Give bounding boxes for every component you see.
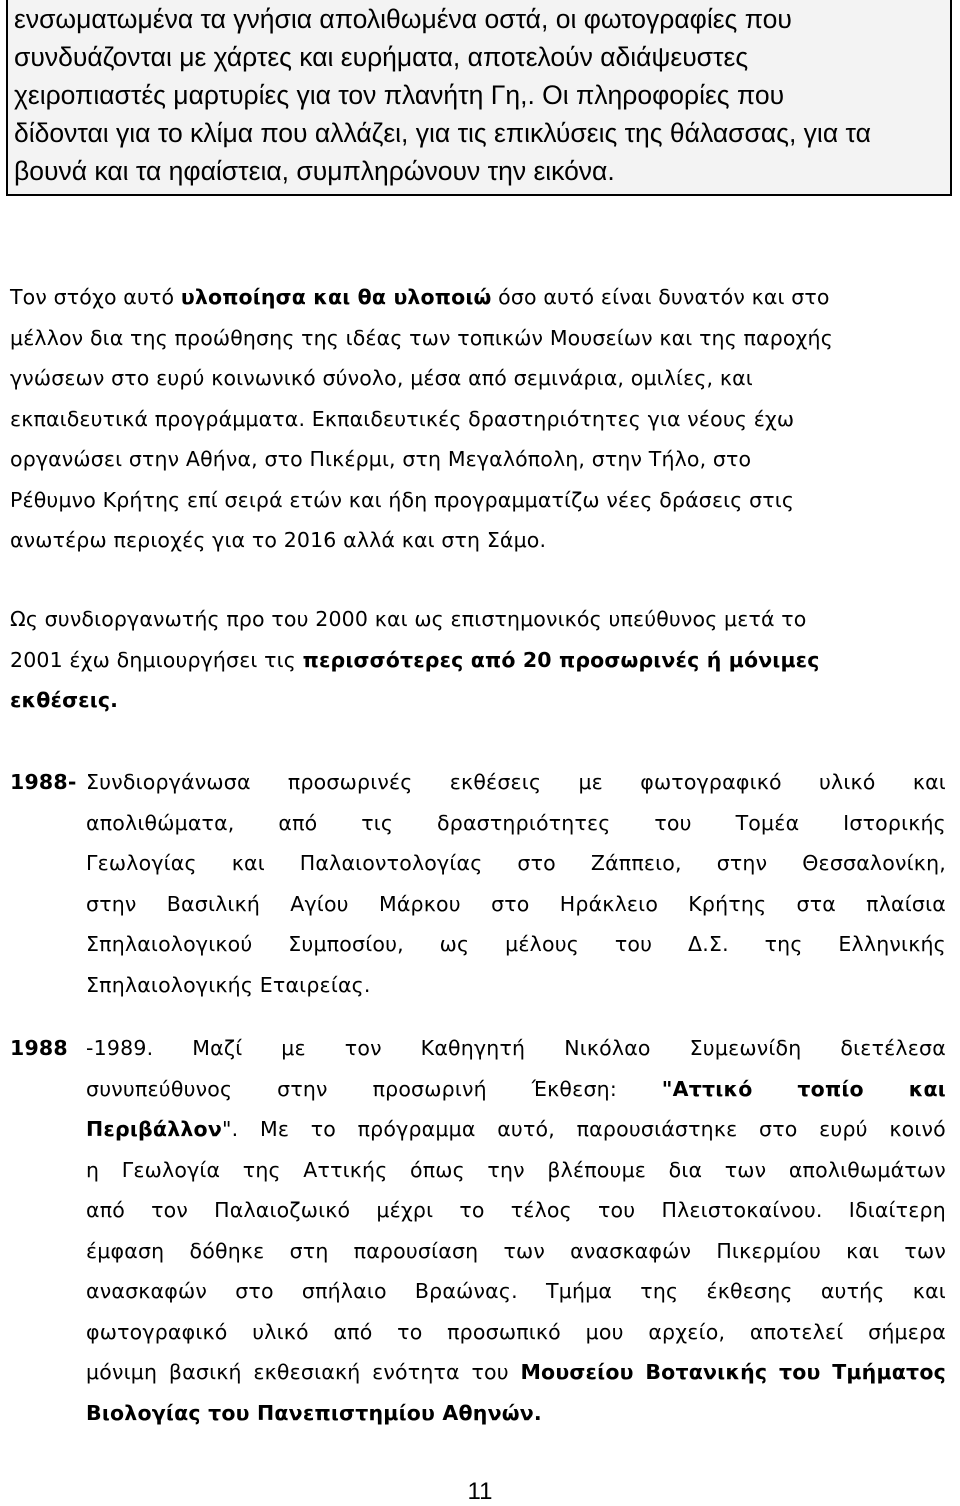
entry-line xyxy=(86,1231,946,1272)
word: τέλος xyxy=(510,1198,572,1222)
word: αυτής xyxy=(820,1279,885,1303)
word: Γεωλογίας xyxy=(86,851,197,875)
word: Θεσσαλονίκη, xyxy=(802,851,946,875)
word: των xyxy=(503,1238,546,1263)
paragraph-line: εκπαιδευτικά προγράμματα. Εκπαιδευτικές δραστηριότητες για νέους έχω xyxy=(10,406,795,431)
paragraph-line: οργανώσει στην Αθήνα, στο Πικέρμι, στη Μεγαλόπολη, στην Τήλο, στο xyxy=(10,447,752,471)
word: Συνδιοργάνωσα xyxy=(86,770,251,794)
word: αποτελεί xyxy=(749,1319,844,1344)
word: της xyxy=(764,932,803,956)
word: η xyxy=(86,1157,100,1182)
paragraph-line: μέλλον δια της προώθησης της ιδέας των τοπικών Μουσείων και της παροχής xyxy=(10,325,833,350)
word: Παλαιοντολογίας xyxy=(299,851,483,875)
word: της xyxy=(640,1279,679,1303)
word: στο xyxy=(235,1279,274,1303)
entry-line xyxy=(86,1271,946,1312)
word: την xyxy=(487,1157,525,1182)
word: παρουσιάστηκε xyxy=(576,1117,738,1141)
entry-line xyxy=(86,884,946,925)
word: με xyxy=(281,1036,306,1060)
word: όπως xyxy=(409,1157,465,1182)
word: φωτογραφικό xyxy=(640,770,782,794)
word: υλικό xyxy=(252,1319,309,1344)
box-line: δίδονται για το κλίμα που αλλάζει, για τις επικλύσεις της θάλασσας, για τα xyxy=(14,118,871,148)
page-number: 11 xyxy=(467,1478,493,1505)
word: Αττικής xyxy=(303,1157,388,1182)
word: -1989. xyxy=(86,1036,154,1060)
word: Με xyxy=(259,1117,290,1141)
word: Σπηλαιολογικού xyxy=(86,932,253,956)
word: σήμερα xyxy=(868,1319,946,1344)
word: των xyxy=(904,1238,946,1263)
word: προσωπικό xyxy=(447,1319,561,1344)
word: βασική xyxy=(168,1360,242,1384)
word: μέχρι xyxy=(376,1198,434,1222)
word: έμφαση xyxy=(86,1238,165,1263)
text-run: 2001 έχω δημιουργήσει τις xyxy=(10,647,303,672)
word: πλαίσια xyxy=(866,891,946,916)
word: το xyxy=(459,1198,485,1222)
word: τον xyxy=(151,1198,189,1222)
entry-line xyxy=(86,965,946,1006)
entry-line xyxy=(86,1069,946,1110)
bold-word: τοπίο xyxy=(797,1076,864,1101)
paragraph-line xyxy=(10,640,944,681)
paragraph-line: γνώσεων στο ευρύ κοινωνικό σύνολο, μέσα από σεμινάρια, ομιλίες, και xyxy=(10,366,753,390)
word: δόθηκε xyxy=(189,1238,265,1263)
paragraph-line: Ως συνδιοργανωτής προ του 2000 και ως επιστημονικός υπεύθυνος μετά το xyxy=(10,607,807,631)
bold-word: Βοτανικής xyxy=(645,1360,768,1384)
word: στο xyxy=(491,891,530,916)
entry-line xyxy=(86,762,946,803)
word: της xyxy=(242,1157,281,1182)
bold-word: του xyxy=(778,1360,821,1384)
paragraph-exhibitions xyxy=(10,599,944,721)
word: παρουσίαση xyxy=(353,1238,479,1263)
entry-line xyxy=(86,1190,946,1231)
entry-1988-1989 xyxy=(10,1028,946,1433)
word: στη xyxy=(289,1238,329,1263)
entry-line xyxy=(86,924,946,965)
box-line: χειροπιαστές μαρτυρίες για τον πλανήτη Γη,. Οι πληροφορίες που xyxy=(14,80,785,110)
word: Συμεωνίδη xyxy=(689,1036,802,1060)
entry-line xyxy=(86,1150,946,1191)
word: υλικό xyxy=(819,770,876,794)
word: μου xyxy=(585,1319,624,1344)
word: των xyxy=(724,1157,767,1182)
word: από xyxy=(333,1319,373,1344)
word: Ηράκλειο xyxy=(559,891,659,916)
word: Τμήμα xyxy=(545,1279,613,1303)
word: στο xyxy=(759,1117,798,1141)
word: στο xyxy=(517,851,556,875)
word: και xyxy=(846,1238,880,1263)
word: δραστηριότητες xyxy=(437,810,611,835)
word: Πλειστοκαίνου. xyxy=(661,1198,823,1222)
word: το xyxy=(310,1117,337,1141)
entry-text xyxy=(86,1028,946,1433)
paragraph-goals xyxy=(10,277,944,561)
entry-1988 xyxy=(10,762,946,1005)
entry-line xyxy=(86,1109,946,1150)
word: με xyxy=(578,770,603,794)
entry-line xyxy=(86,803,946,844)
entry-line xyxy=(86,1312,946,1353)
word: Βραώνας. xyxy=(414,1279,518,1303)
word: κοινό xyxy=(889,1117,946,1141)
entry-line xyxy=(86,1393,946,1434)
bold-word: "Αττικό xyxy=(661,1076,753,1101)
word: απολιθώματα, xyxy=(86,810,235,835)
word: Καθηγητή xyxy=(420,1036,526,1060)
word: ευρύ xyxy=(819,1117,868,1141)
word: του xyxy=(471,1360,509,1384)
entry-year: 1988- xyxy=(10,770,77,794)
text-run: Τον στόχο αυτό xyxy=(10,285,181,309)
bold-word: Περιβάλλον xyxy=(86,1117,222,1141)
entry-line xyxy=(86,843,946,884)
word: Παλαιοζωικό xyxy=(214,1198,351,1222)
word: εκθέσεις xyxy=(449,770,542,794)
entry-text xyxy=(86,762,946,1005)
word: Συμποσίου, xyxy=(288,932,404,956)
text-run: όσο αυτό είναι δυνατόν και στο xyxy=(491,285,830,309)
word: Ιδιαίτερη xyxy=(848,1198,946,1222)
framed-text-box xyxy=(6,0,952,196)
paragraph-line xyxy=(10,680,944,721)
word: προσωρινή xyxy=(372,1076,487,1101)
word: Ελληνικής xyxy=(838,932,946,956)
word: Αγίου xyxy=(290,891,349,916)
word: προσωρινές xyxy=(287,770,413,794)
word: Πικερμίου xyxy=(716,1238,822,1263)
word: Μαζί xyxy=(192,1036,243,1060)
word: τις xyxy=(361,810,394,835)
word: Κρήτης xyxy=(688,891,767,916)
word: σπήλαιο xyxy=(301,1279,387,1303)
word: Μάρκου xyxy=(378,891,461,916)
word: αυτό, xyxy=(497,1117,555,1141)
box-line: βουνά και τα ηφαίστεια, συμπληρώνουν την εικόνα. xyxy=(14,156,615,186)
word: πρόγραμμα xyxy=(357,1117,476,1141)
bold-word: και xyxy=(908,1076,946,1101)
bold-run: υλοποίησα και θα υλοποιώ xyxy=(180,285,492,309)
bold-word: Μουσείου xyxy=(520,1360,634,1384)
word: έκθεσης xyxy=(706,1279,793,1303)
word: και xyxy=(912,1279,946,1303)
box-line: ενσωματωμένα τα γνήσια απολιθωμένα οστά, οι φωτογραφίες που xyxy=(14,4,792,34)
word: εκθεσιακή xyxy=(253,1360,361,1384)
word: ως xyxy=(439,932,470,956)
word: Σπηλαιολογικής Εταιρείας. xyxy=(86,972,371,997)
word: Ζάππειο, xyxy=(590,851,682,875)
word: ενότητα xyxy=(372,1360,460,1384)
word: στα xyxy=(796,891,836,916)
word: και xyxy=(912,770,946,794)
word: Δ.Σ. xyxy=(687,932,729,956)
word: τον xyxy=(344,1036,382,1060)
word: του xyxy=(598,1198,636,1222)
word: στην xyxy=(716,851,768,875)
word: διετέλεσα xyxy=(840,1036,946,1060)
bold-run: εκθέσεις. xyxy=(10,688,119,712)
bold-word: Βιολογίας του Πανεπιστημίου Αθηνών. xyxy=(86,1400,542,1425)
word: βλέπουμε xyxy=(547,1157,647,1182)
word: αρχείο, xyxy=(648,1319,726,1344)
word: Έκθεση: xyxy=(531,1076,617,1101)
word: δια xyxy=(668,1157,703,1182)
word-group xyxy=(86,1109,238,1150)
word: και xyxy=(231,851,265,875)
word: Νικόλαο xyxy=(564,1036,651,1060)
word: από xyxy=(86,1198,125,1222)
word: ". xyxy=(221,1117,239,1141)
word: Τομέα xyxy=(735,810,800,835)
word: ανασκαφών xyxy=(86,1279,208,1303)
word: από xyxy=(278,810,318,835)
word: απολιθωμάτων xyxy=(788,1157,946,1182)
entry-line xyxy=(86,1028,946,1069)
word: Ιστορικής xyxy=(843,810,946,835)
word: Βασιλική xyxy=(166,891,261,916)
word: το xyxy=(397,1319,423,1344)
word: Γεωλογία xyxy=(121,1157,221,1182)
entry-line xyxy=(86,1352,946,1393)
word: ανασκαφών xyxy=(570,1238,692,1263)
word: του xyxy=(654,810,692,835)
entry-year: 1988 xyxy=(10,1036,68,1060)
paragraph-line: ανωτέρω περιοχές για το 2016 αλλά και στη Σάμο. xyxy=(10,528,547,552)
paragraph-line: Ρέθυμνο Κρήτης επί σειρά ετών και ήδη προγραμματίζω νέες δράσεις στις xyxy=(10,487,795,512)
paragraph-line xyxy=(10,277,944,318)
box-line: συνδυάζονται με χάρτες και ευρήματα, αποτελούν αδιάψευστες xyxy=(14,42,749,72)
word: στην xyxy=(277,1076,328,1101)
word: στην xyxy=(86,891,137,916)
word: του xyxy=(614,932,653,956)
word: μόνιμη xyxy=(86,1360,158,1384)
word: μέλους xyxy=(505,932,579,956)
word: συνυπεύθυνος xyxy=(86,1076,233,1101)
bold-word: Τμήματος xyxy=(832,1360,946,1384)
bold-run: περισσότερες από 20 προσωρινές ή μόνιμες xyxy=(302,647,820,672)
word: φωτογραφικό xyxy=(86,1319,228,1344)
